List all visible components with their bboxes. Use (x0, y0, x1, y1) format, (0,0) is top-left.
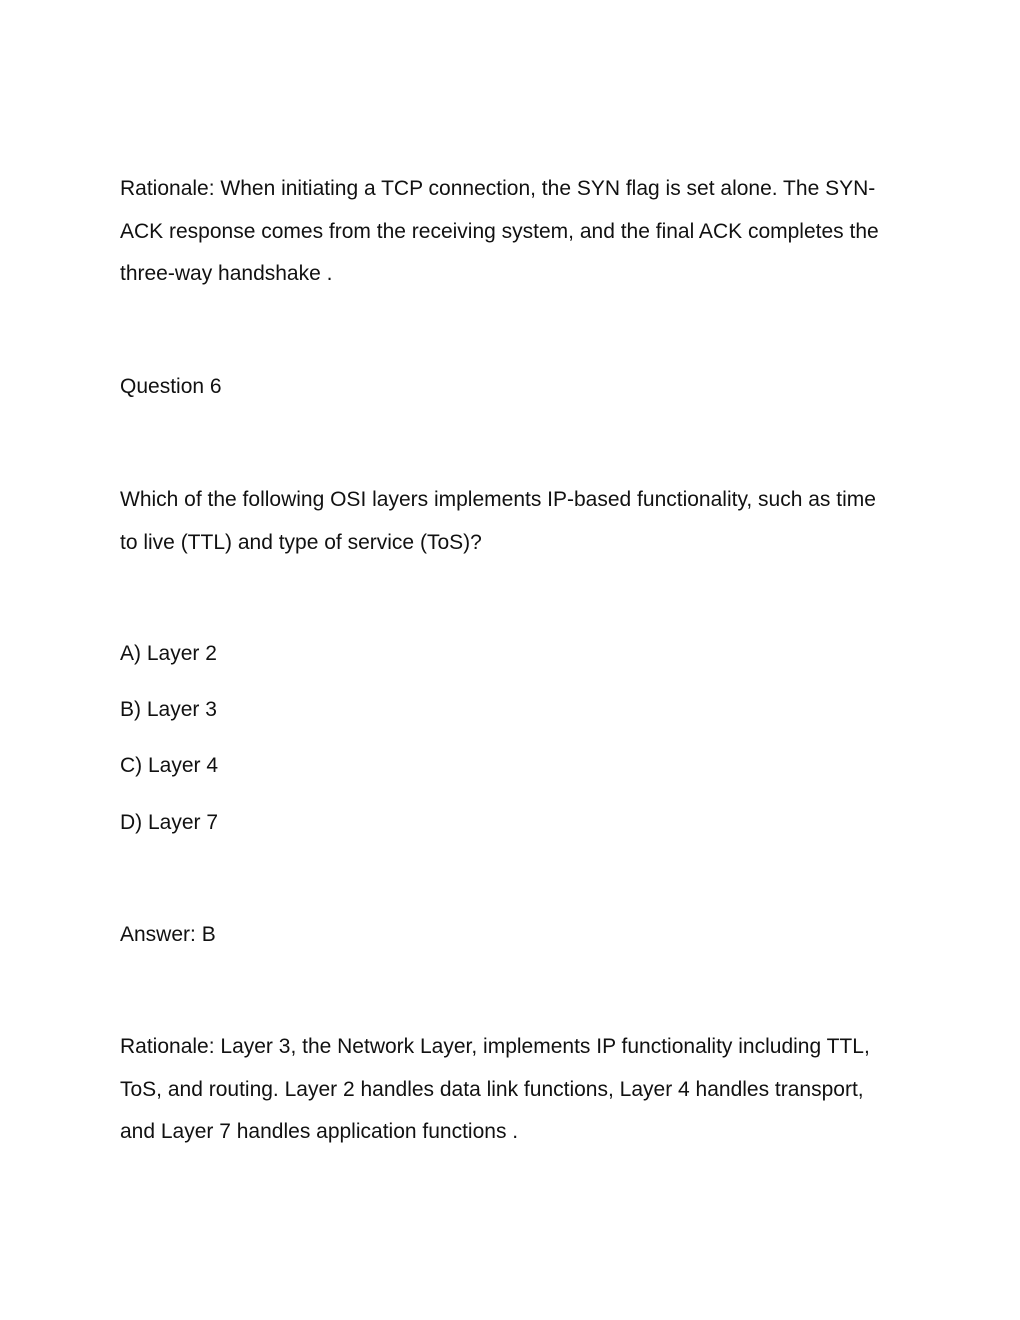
answer: Answer: B (120, 923, 216, 946)
question-line: Which of the following OSI layers implements IP-based functionality, such as time (120, 488, 876, 511)
option-d: D) Layer 7 (120, 811, 219, 834)
previous-rationale (120, 168, 910, 296)
rationale-line: and Layer 7 handles application functions . (120, 1120, 519, 1143)
question-text (120, 479, 910, 564)
rationale-line: ACK response comes from the receiving system, and the final ACK completes the (120, 219, 879, 243)
question-rationale (120, 1026, 910, 1154)
rationale-line: ToS, and routing. Layer 2 handles data link functions, Layer 4 handles transport, (120, 1077, 864, 1101)
option-b: B) Layer 3 (120, 698, 217, 721)
rationale-line: three-way handshake . (120, 262, 333, 285)
question-heading: Question 6 (120, 375, 222, 398)
option-a: A) Layer 2 (120, 642, 217, 665)
rationale-line: Rationale: Layer 3, the Network Layer, implements IP functionality including TTL, (120, 1035, 870, 1058)
rationale-line: Rationale: When initiating a TCP connection, the SYN flag is set alone. The SYN- (120, 177, 876, 200)
option-c: C) Layer 4 (120, 754, 219, 777)
question-line: to live (TTL) and type of service (ToS)? (120, 530, 482, 554)
